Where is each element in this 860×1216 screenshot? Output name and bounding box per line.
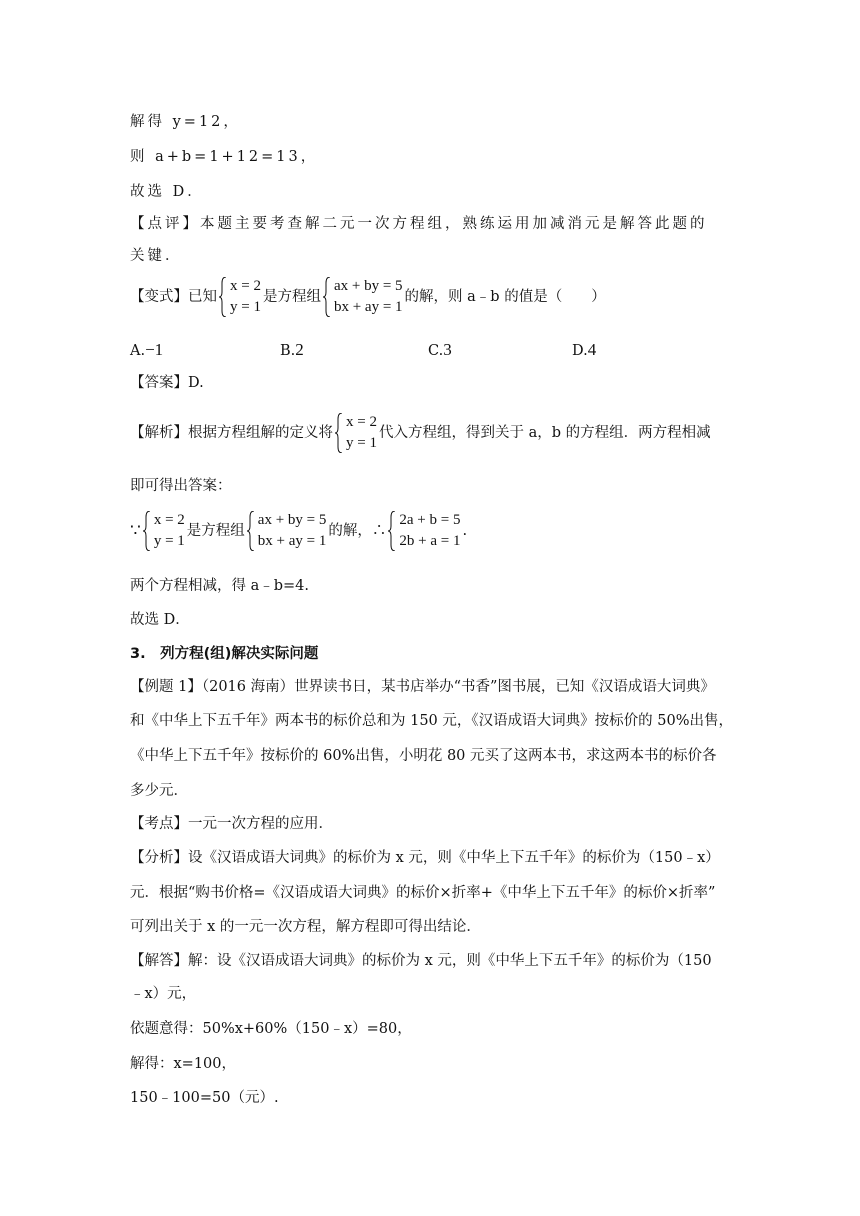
comment-text: 本题主要考查解二元一次方程组，熟练运用加减消元是解答此题的	[200, 216, 708, 232]
variant-post: 的解，则 a﹣b 的值是（ ）	[404, 289, 606, 305]
jieda-tag: 【解答】	[130, 953, 188, 969]
text-line: 可列出关于 x 的一元一次方程，解方程即可得出结论．	[130, 919, 481, 935]
equation: bx + ay = 1	[333, 299, 403, 315]
solution-system	[143, 510, 185, 552]
option-a	[130, 340, 163, 361]
variant-question	[130, 276, 606, 318]
option-value: 4	[587, 340, 597, 359]
variant-tag: 【变式】	[130, 289, 188, 305]
brace-icon	[388, 511, 396, 551]
option-value: 3	[443, 340, 452, 359]
because-line	[130, 510, 467, 552]
equation: 2b + a = 1	[399, 533, 461, 549]
period: .	[462, 523, 468, 539]
comment-tag: 【点评】	[130, 216, 200, 232]
option-value: −1	[145, 340, 164, 359]
equation: y = 1	[153, 533, 185, 549]
fenxi-line	[130, 848, 720, 868]
brace-icon	[143, 511, 151, 551]
because-mid: 是方程组	[186, 523, 245, 539]
text-line: 故选 D．	[130, 612, 190, 628]
text-line: 《中华上下五千年》按标价的 60%出售，小明花 80 元买了这两本书，求这两本书的标价各	[130, 748, 717, 764]
example-tag: 【例题 1】	[130, 679, 202, 695]
equation: x = 2	[346, 414, 377, 430]
variant-mid: 是方程组	[262, 289, 321, 305]
option-b	[280, 340, 304, 361]
kaodian-text: 一元一次方程的应用．	[188, 816, 333, 832]
text-line: 解得 y=12，	[130, 114, 241, 130]
answer-tag: 【答案】	[130, 375, 188, 391]
answer-text: D.	[188, 375, 204, 391]
kaodian-tag: 【考点】	[130, 816, 188, 832]
section-heading: 3. 列方程(组)解决实际问题	[130, 646, 319, 662]
option-d	[572, 340, 596, 361]
text-line: 两个方程相减，得 a﹣b=4.	[130, 578, 310, 594]
brace-icon	[323, 277, 331, 317]
option-c	[428, 340, 452, 361]
brace-icon	[335, 413, 343, 453]
equation: 2a + b = 5	[399, 512, 461, 528]
kaodian-line	[130, 814, 333, 834]
text-line: 则 a+b=1+12=13，	[130, 149, 319, 165]
analysis-post: 代入方程组，得到关于 a，b 的方程组．两方程相减	[378, 425, 711, 441]
equation: x = 2	[153, 512, 185, 528]
ab-system	[388, 510, 460, 552]
text-line: 元．根据“购书价格=《汉语成语大词典》的标价×折率+《中华上下五千年》的标价×折率”	[130, 885, 716, 901]
text-line: 和《中华上下五千年》两本书的标价总和为 150 元，《汉语成语大词典》按标价的 50%出售，	[130, 713, 733, 729]
option-value: 2	[295, 340, 304, 359]
fenxi-text: 设《汉语成语大词典》的标价为 x 元，则《中华上下五千年》的标价为（150﹣x）	[188, 850, 720, 866]
jieda-text: 解：设《汉语成语大词典》的标价为 x 元，则《中华上下五千年》的标价为（150	[188, 953, 712, 969]
solution-system	[335, 412, 377, 454]
analysis-line	[130, 412, 711, 454]
text-line: 解得：x=100，	[130, 1056, 237, 1072]
text-line: 依题意得：50%x+60%（150﹣x）=80，	[130, 1021, 412, 1037]
option-label: A.	[130, 343, 146, 359]
example-line	[130, 677, 715, 697]
comment-line	[130, 214, 708, 234]
jieda-line	[130, 951, 712, 971]
equation: y = 1	[346, 435, 377, 451]
option-label: C.	[428, 343, 444, 359]
text-line: 多少元．	[130, 783, 188, 799]
text-line: 150﹣100=50（元）.	[130, 1090, 279, 1106]
equation-system	[323, 276, 403, 318]
text-line: 故选 D．	[130, 184, 205, 200]
equation: y = 1	[230, 299, 261, 315]
example-text: （2016 海南）世界读书日，某书店举办“书香”图书展，已知《汉语成语大词典》	[201, 679, 715, 695]
equation: ax + by = 5	[257, 512, 327, 528]
because-post: 的解，∴	[328, 523, 387, 539]
brace-icon	[247, 511, 255, 551]
text-line: ﹣x）元，	[130, 986, 197, 1002]
analysis-pre: 根据方程组解的定义将	[188, 425, 333, 441]
solution-system	[219, 276, 261, 318]
variant-pre: 已知	[188, 289, 217, 305]
answer-line	[130, 373, 204, 393]
option-label: B.	[280, 343, 296, 359]
because-symbol: ∵	[130, 521, 141, 541]
equation-system	[247, 510, 327, 552]
option-label: D.	[572, 343, 588, 359]
equation: bx + ay = 1	[257, 533, 327, 549]
fenxi-tag: 【分析】	[130, 850, 188, 866]
text-line: 即可得出答案：	[130, 478, 232, 494]
analysis-tag: 【解析】	[130, 425, 188, 441]
text-line: 关键．	[130, 248, 183, 264]
equation: ax + by = 5	[333, 278, 403, 294]
equation: x = 2	[230, 278, 261, 294]
brace-icon	[219, 277, 227, 317]
